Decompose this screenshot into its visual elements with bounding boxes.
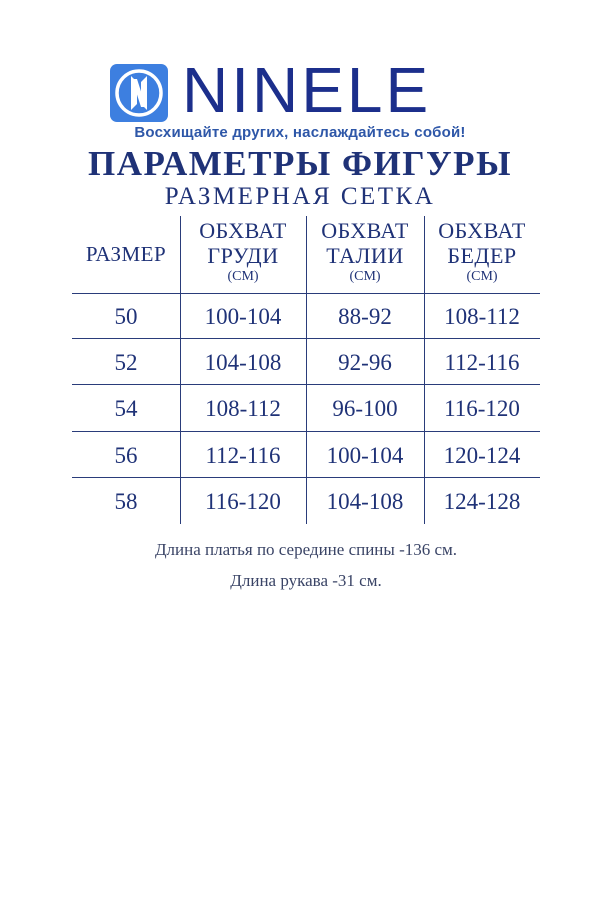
dress-length-note: Длина платья по середине спины -136 см. — [154, 540, 458, 559]
row-divider — [72, 338, 540, 339]
brand-name: NINELE — [182, 54, 432, 126]
brand-logo — [110, 54, 500, 126]
row-divider — [72, 431, 540, 432]
hips-cell: 116-120 — [444, 396, 520, 421]
brand-slogan: Восхищайте других, наслаждайтесь собой! — [134, 124, 466, 141]
hips-header — [424, 218, 540, 286]
size-header: РАЗМЕР — [85, 242, 167, 266]
chest-cell: 108-112 — [205, 396, 281, 421]
sleeve-length-note: Длина рукава -31 см. — [230, 571, 382, 590]
size-cell: 54 — [114, 396, 138, 421]
hips-header-unit: (СМ) — [466, 269, 498, 284]
size-cell: 56 — [114, 443, 138, 468]
row-divider — [72, 293, 540, 294]
waist-header — [306, 218, 424, 286]
chest-header-line1: ОБХВАТ — [199, 218, 287, 243]
page-subtitle: РАЗМЕРНАЯ СЕТКА — [164, 183, 436, 210]
hips-cell: 124-128 — [443, 489, 521, 514]
size-table — [72, 216, 540, 524]
hips-cell: 112-116 — [444, 350, 520, 375]
page-title: ПАРАМЕТРЫ ФИГУРЫ — [88, 144, 512, 183]
waist-cell: 92-96 — [338, 350, 392, 375]
size-cell: 52 — [114, 350, 138, 375]
chest-header-unit: (СМ) — [227, 269, 259, 284]
size-cell: 58 — [114, 489, 138, 514]
waist-header-line1: ОБХВАТ — [321, 218, 409, 243]
waist-cell: 96-100 — [332, 396, 398, 421]
waist-cell: 104-108 — [326, 489, 404, 514]
hips-cell: 120-124 — [443, 443, 521, 468]
chest-header-line2: ГРУДИ — [207, 243, 279, 268]
logo-n-icon — [110, 64, 168, 122]
chest-cell: 116-120 — [205, 489, 281, 514]
hips-header-line1: ОБХВАТ — [438, 218, 526, 243]
chest-cell: 112-116 — [205, 443, 281, 468]
waist-header-unit: (СМ) — [349, 269, 381, 284]
waist-header-line2: ТАЛИИ — [326, 243, 404, 268]
hips-header-line2: БЕДЕР — [447, 243, 517, 268]
size-cell: 50 — [114, 304, 138, 329]
row-divider — [72, 384, 540, 385]
row-divider — [72, 477, 540, 478]
waist-cell: 100-104 — [326, 443, 404, 468]
hips-cell: 108-112 — [444, 304, 520, 329]
chest-cell: 104-108 — [204, 350, 282, 375]
chest-cell: 100-104 — [204, 304, 282, 329]
waist-cell: 88-92 — [338, 304, 392, 329]
chest-header — [180, 218, 306, 286]
